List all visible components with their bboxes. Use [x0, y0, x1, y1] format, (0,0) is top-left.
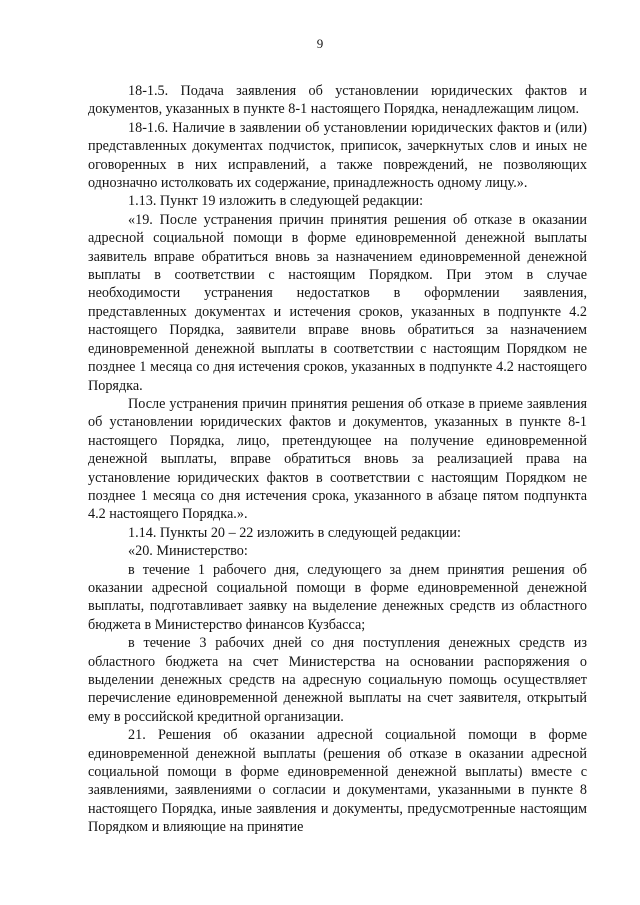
paragraph-20-item-2: в течение 3 рабочих дней со дня поступления денежных средств из областного бюджета на счет Министерства на основании распоряжения о выделении денежных средств на адресную социальную помощь осуществляет перечисление единовременной денежной выплаты на счет заявителя, открытый ему в российской кредитной организации. — [88, 635, 587, 725]
page-number: 9 — [316, 36, 324, 51]
paragraph-18-1-6: 18-1.6. Наличие в заявлении об установлении юридических фактов и (или) представленных документах подчисток, приписок, зачеркнутых слов и иных не оговоренных в них исправлений, а также повреждений, не позволяющих однозначно истолковать их содержание, принадлежность одному лицу.». — [88, 119, 587, 192]
paragraph-19-part-2: После устранения причин принятия решения об отказе в приеме заявления об установлении юридических фактов и документов, указанных в пункте 8-1 настоящего Порядка, лицо, претендующее на получение единовременной денежной выплаты, вправе обратиться вновь за реализацией права на установление юридических фактов в соответствии с настоящим Порядком не позднее 1 месяца со дня истечения срока, указанного в абзаце пятом подпункта 4.2 настоящего Порядка.». — [88, 395, 587, 523]
paragraph-1-14: 1.14. Пункты 20 – 22 изложить в следующей редакции: — [128, 524, 461, 541]
paragraph-20: «20. Министерство: — [128, 543, 248, 560]
document-body — [88, 82, 587, 837]
paragraph-18-1-5: 18-1.5. Подача заявления об установлении юридических фактов и документов, указанных в пункте 8-1 настоящего Порядка, ненадлежащим лицом. — [88, 83, 587, 118]
paragraph-21: 21. Решения об оказании адресной социальной помощи в форме единовременной денежной выплаты (решения об отказе в оказании адресной социальной помощи в форме единовременной денежной выплаты) вместе с заявлениями, заявлениями о согласии и документами, указанными в пункте 8 настоящего Порядка, иные заявления и документы, предусмотренные настоящим Порядком и влияющие на принятие — [88, 727, 587, 836]
paragraph-1-13: 1.13. Пункт 19 изложить в следующей редакции: — [128, 193, 424, 210]
paragraph-19: «19. После устранения причин принятия решения об отказе в оказании адресной социальной помощи в форме единовременной денежной выплаты заявитель вправе обратиться вновь за назначением единовременной денежной выплаты в соответствии с настоящим Порядком. При этом в случае необходимости устранения недостатков в оформлении заявления, представленных документах и истечения сроков, указанных в подпункте 4.2 настоящего Порядка, заявители вправе вновь обратиться за назначением единовременной денежной выплаты в соответствии с настоящим Порядком не позднее 1 месяца со дня истечения сроков, указанных в подпункте 4.2 настоящего Порядка. — [88, 211, 587, 394]
paragraph-20-item-1: в течение 1 рабочего дня, следующего за днем принятия решения об оказании адресной социальной помощи в форме единовременной денежной выплаты, подготавливает заявку на выделение денежных средств из областного бюджета в Министерство финансов Кузбасса; — [88, 561, 587, 633]
